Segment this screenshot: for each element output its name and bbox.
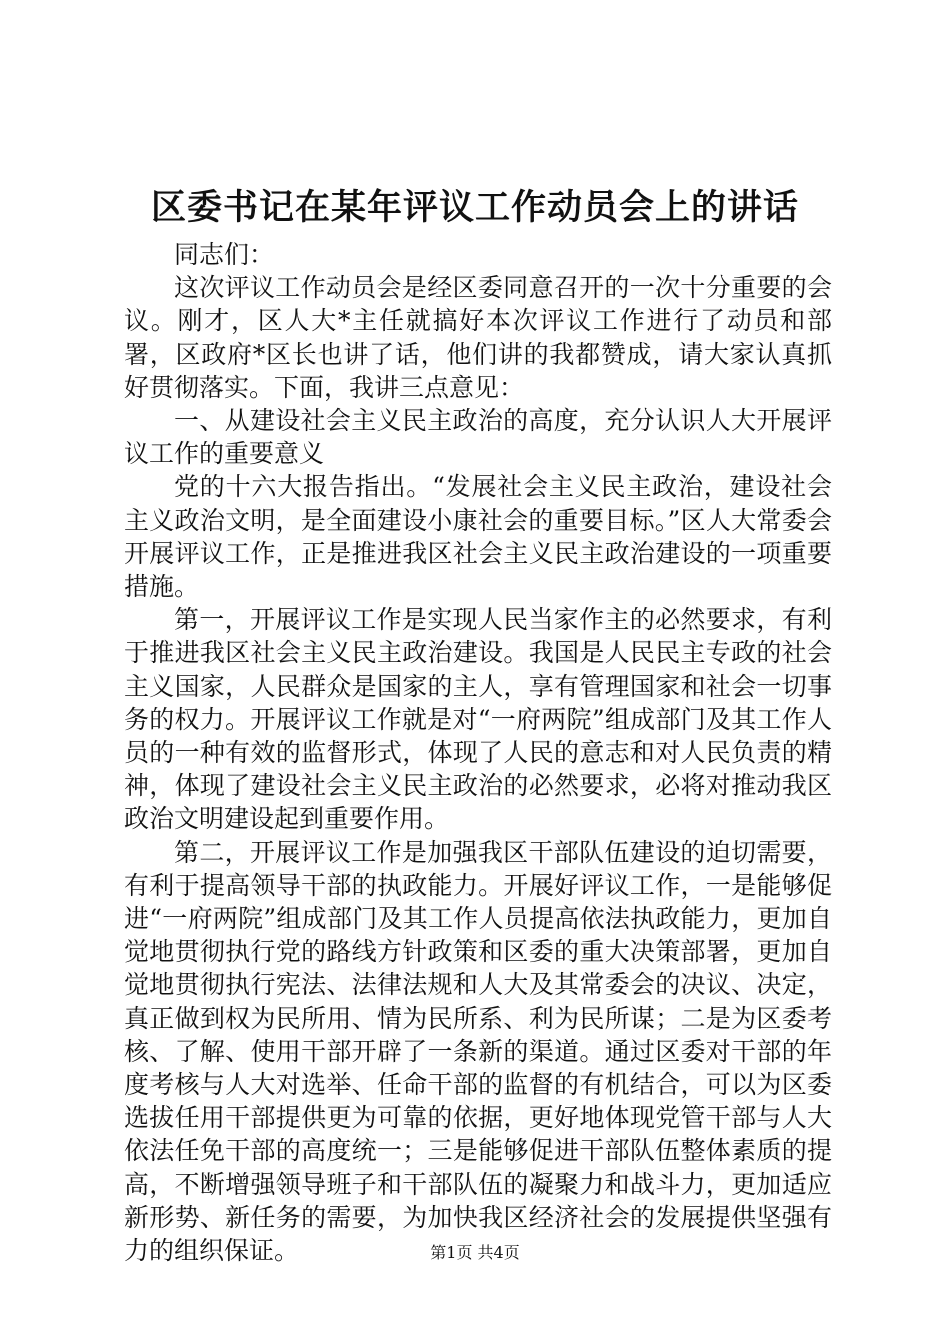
section-heading-one: 一、从建设社会主义民主政治的高度，充分认识人大开展评议工作的重要意义 [124,406,832,469]
paragraph-point-first: 第一，开展评议工作是实现人民当家作主的必然要求，有利于推进我区社会主义民主政治建设。我国是人民民主专政的社会主义国家，人民群众是国家的主人，享有管理国家和社会一切事务的权力。开展评议工作就是对“一府两院”组成部门及其工作人员的一种有效的监督形式，体现了人民的意志和对人民负责的精神，体现了建设社会主义民主政治的必然要求，必将对推动我区政治文明建设起到重要作用。 [124,605,832,834]
page-footer: 第1页 共4页 [430,1243,520,1262]
paragraph-point-second: 第二，开展评议工作是加强我区干部队伍建设的迫切需要，有利于提高领导干部的执政能力。开展好评议工作，一是能够促进“一府两院”组成部门及其工作人员提高依法执政能力，更加自觉地贯彻执行党的路线方针政策和区委的重大决策部署，更加自觉地贯彻执行宪法、法律法规和人大及其常委会的决议、决定，真正做到权为民所用、情为民所系、利为民所谋；二是为区委考核、了解、使用干部开辟了一条新的渠道。通过区委对干部的年度考核与人大对选举、任命干部的监督的有机结合，可以为区委选拔任用干部提供更为可靠的依据，更好地体现党管干部与人大依法任免干部的高度统一；三是能够促进干部队伍整体素质的提高，不断增强领导班子和干部队伍的凝聚力和战斗力，更加适应新形势、新任务的需要，为加快我区经济社会的发展提供坚强有力的组织保证。 [124,837,832,1266]
paragraph-opening: 这次评议工作动员会是经区委同意召开的一次十分重要的会议。刚才，区人大*主任就搞好本次评议工作进行了动员和部署，区政府*区长也讲了话，他们讲的我都赞成，请大家认真抓好贯彻落实。下面，我讲三点意见： [124,273,832,402]
paragraph-salutation: 同志们： [174,240,275,269]
paragraph-report-quote: 党的十六大报告指出。“发展社会主义民主政治，建设社会主义政治文明，是全面建设小康社会的重要目标。”区人大常委会开展评议工作，正是推进我区社会主义民主政治建设的一项重要措施。 [124,472,832,602]
document-title: 区委书记在某年评议工作动员会上的讲话 [150,187,799,228]
document-body [124,238,832,1267]
